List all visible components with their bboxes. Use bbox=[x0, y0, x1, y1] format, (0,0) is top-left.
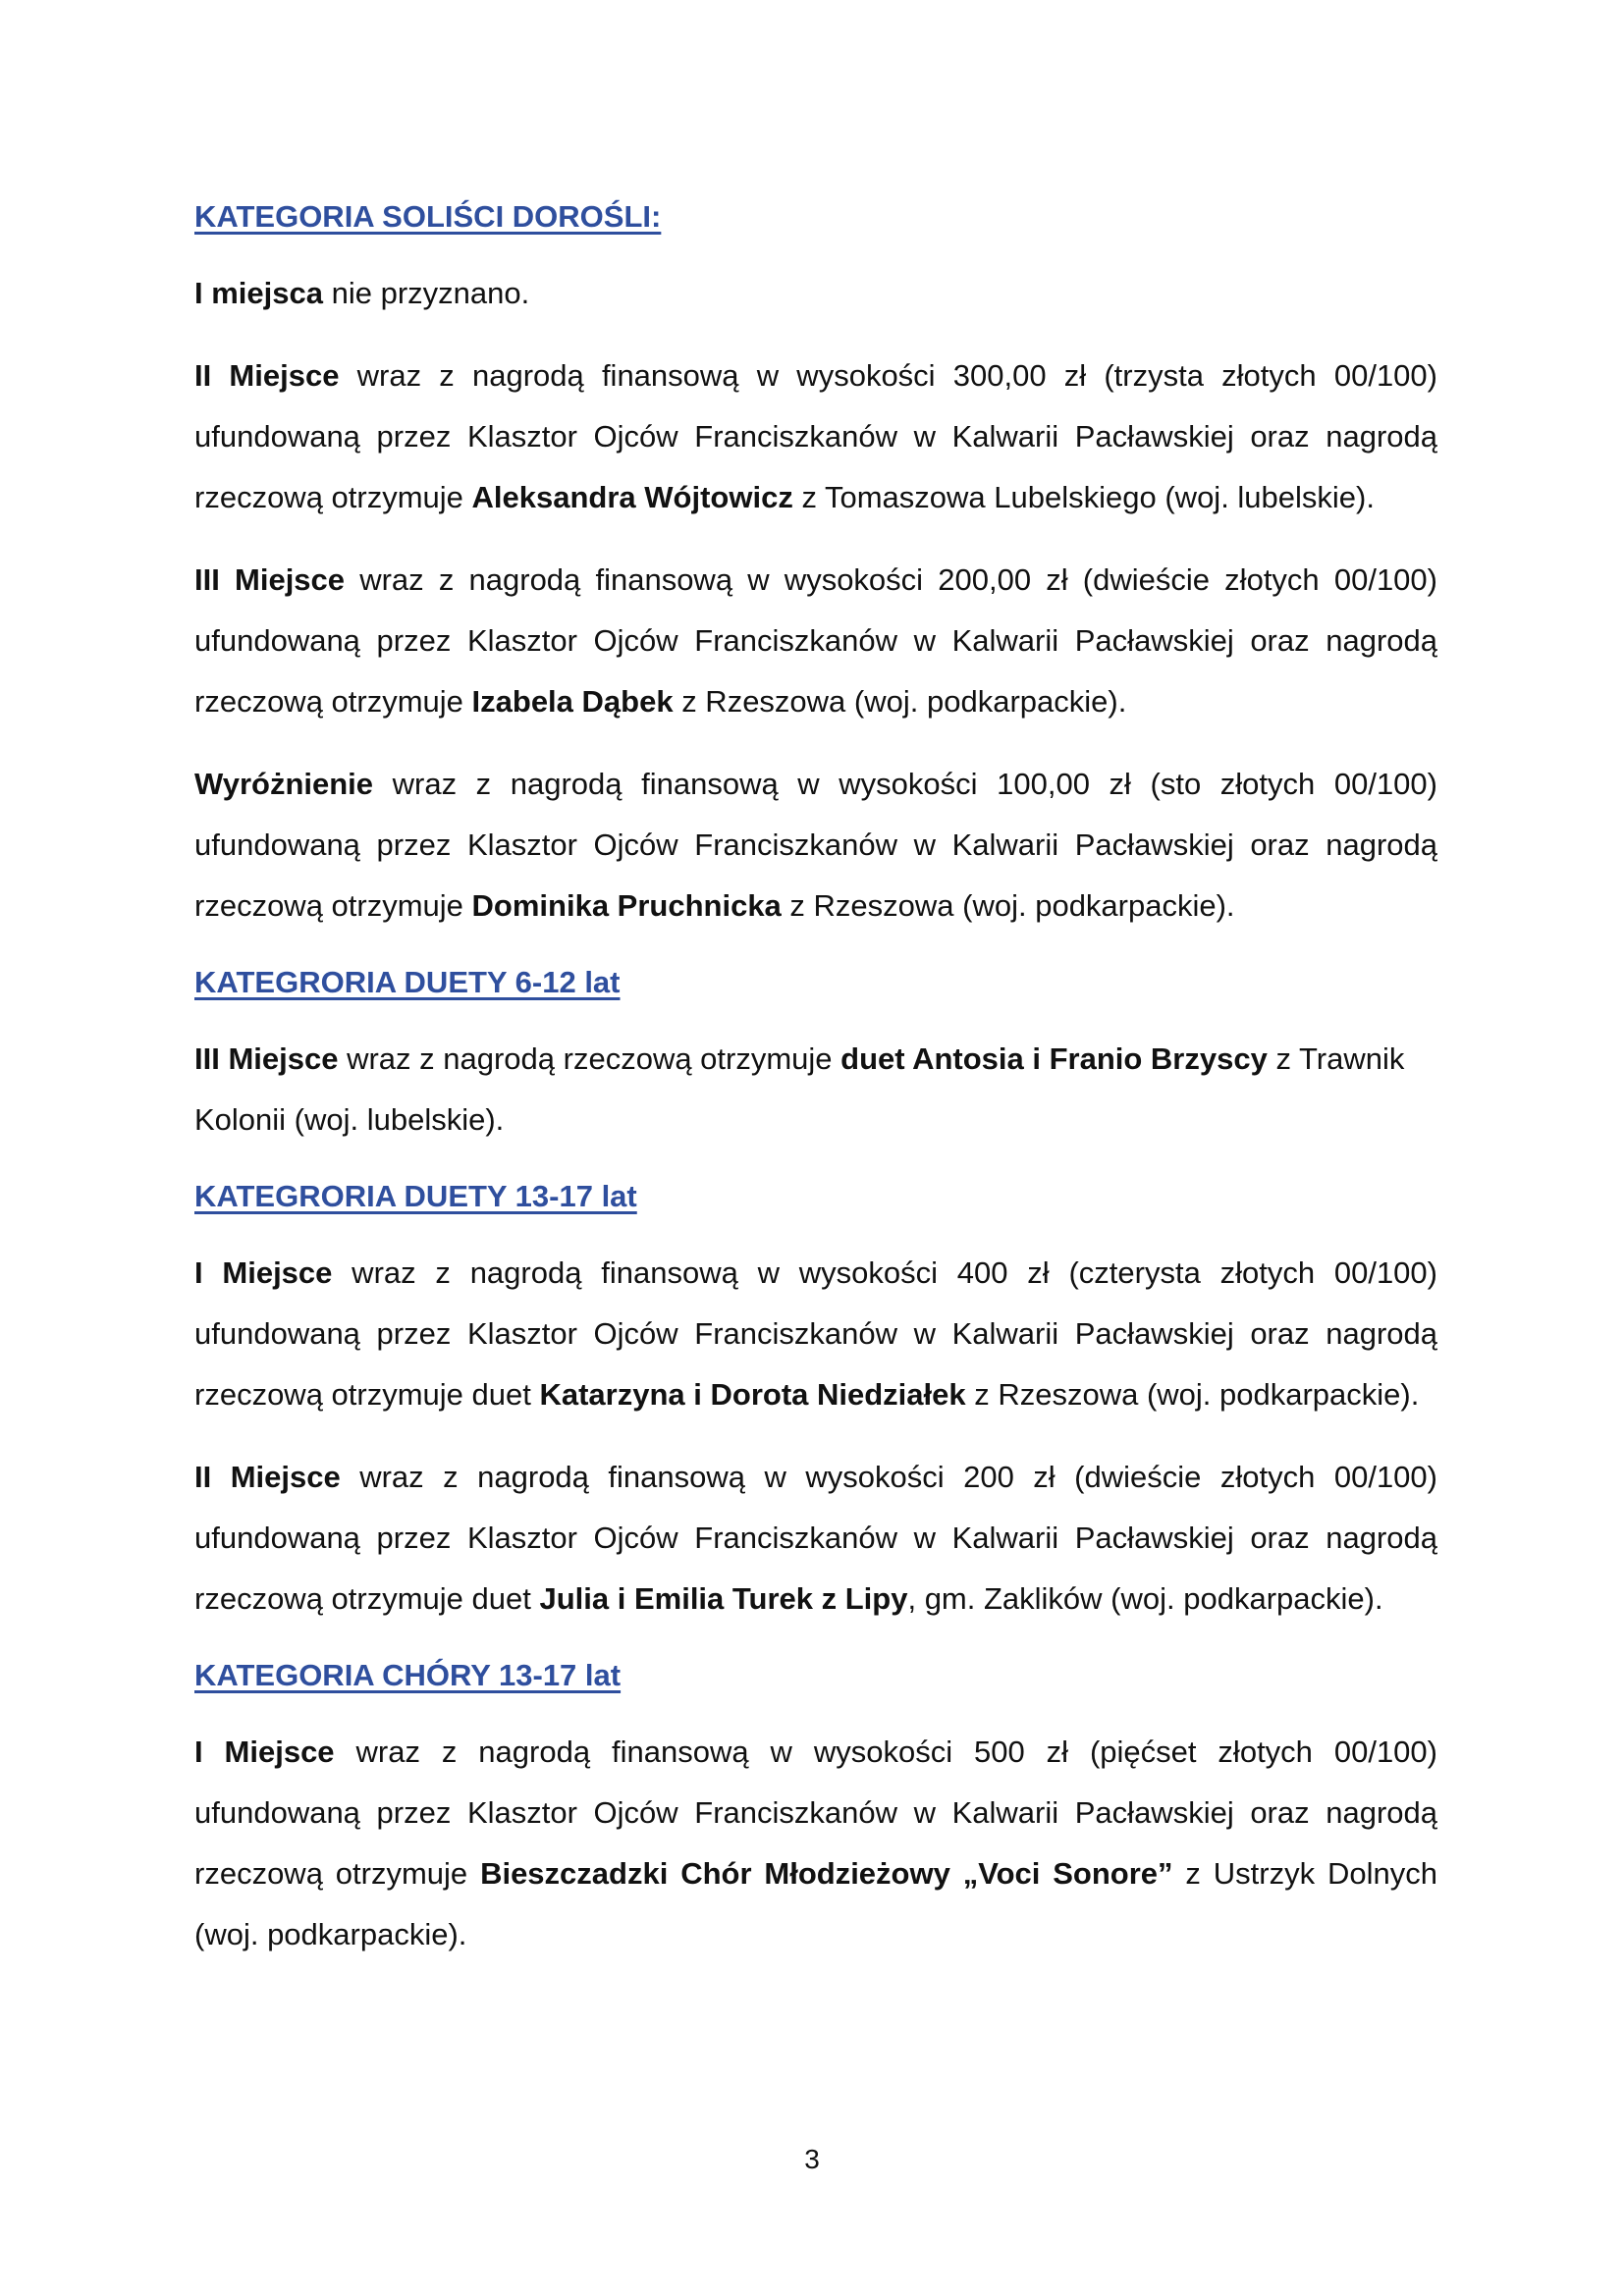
document-body bbox=[194, 192, 1437, 1987]
winner-origin: z Rzeszowa (woj. podkarpackie). bbox=[965, 1377, 1420, 1412]
award-place: III Miejsce bbox=[194, 562, 346, 597]
award-place: Wyróżnienie bbox=[194, 767, 374, 801]
award-text: wraz z nagrodą finansową w wysokości 400 zł (czterysta złotych 00/100) ufundowaną przez Klasztor Ojców Franciszkanów w Kalwarii Pacławskiej oraz nagrodą rzeczową otrzymuje duet bbox=[194, 1255, 1437, 1412]
winner-origin: z Tomaszowa Lubelskiego (woj. lubelskie). bbox=[792, 480, 1375, 514]
award-place: I Miejsce bbox=[194, 1735, 335, 1769]
award-paragraph bbox=[194, 1447, 1437, 1629]
page-number: 3 bbox=[804, 2144, 820, 2174]
section-duets-6-12 bbox=[194, 958, 1437, 1150]
winner-origin: z Trawnik Kolonii (woj. lubelskie). bbox=[194, 1041, 1405, 1137]
section-choirs-13-17 bbox=[194, 1651, 1437, 1965]
award-place: I miejsca bbox=[194, 276, 323, 310]
award-paragraph bbox=[194, 1029, 1437, 1150]
award-text: wraz z nagrodą finansową w wysokości 200 zł (dwieście złotych 00/100) ufundowaną przez Klasztor Ojców Franciszkanów w Kalwarii Pacławskiej oraz nagrodą rzeczową otrzymuje duet bbox=[194, 1460, 1437, 1616]
winner-name: Aleksandra Wójtowicz bbox=[471, 480, 793, 514]
winner-origin: z Rzeszowa (woj. podkarpackie). bbox=[781, 888, 1235, 923]
section-heading: KATEGRORIA DUETY 13-17 lat bbox=[194, 1179, 637, 1213]
section-heading: KATEGRORIA DUETY 6-12 lat bbox=[194, 965, 621, 999]
winner-origin: z Ustrzyk Dolnych (woj. podkarpackie). bbox=[194, 1856, 1437, 1951]
winner-origin: z Rzeszowa (woj. podkarpackie). bbox=[673, 684, 1127, 719]
award-paragraph bbox=[194, 550, 1437, 732]
award-place: II Miejsce bbox=[194, 358, 340, 393]
award-place: II Miejsce bbox=[194, 1460, 341, 1494]
award-paragraph bbox=[194, 754, 1437, 936]
award-text: wraz z nagrodą finansową w wysokości 300,00 zł (trzysta złotych 00/100) ufundowaną przez Klasztor Ojców Franciszkanów w Kalwarii Pacławskiej oraz nagrodą rzeczową otrzymuje bbox=[194, 358, 1437, 514]
winner-name: Dominika Pruchnicka bbox=[471, 888, 782, 923]
section-heading: KATEGORIA SOLIŚCI DOROŚLI: bbox=[194, 199, 662, 234]
award-text: wraz z nagrodą rzeczową otrzymuje bbox=[338, 1041, 841, 1076]
winner-name: Julia i Emilia Turek z Lipy bbox=[539, 1581, 908, 1616]
award-text: wraz z nagrodą finansową w wysokości 100,00 zł (sto złotych 00/100) ufundowaną przez Klasztor Ojców Franciszkanów w Kalwarii Pacławskiej oraz nagrodą rzeczową otrzymuje bbox=[194, 767, 1437, 923]
section-soloists-adults bbox=[194, 192, 1437, 936]
section-heading: KATEGORIA CHÓRY 13-17 lat bbox=[194, 1658, 622, 1692]
award-text: wraz z nagrodą finansową w wysokości 500 zł (pięćset złotych 00/100) ufundowaną przez Klasztor Ojców Franciszkanów w Kalwarii Pacławskiej oraz nagrodą rzeczową otrzymuje bbox=[194, 1735, 1437, 1891]
winner-name: Katarzyna i Dorota Niedziałek bbox=[539, 1377, 966, 1412]
winner-origin: , gm. Zaklików (woj. podkarpackie). bbox=[907, 1581, 1383, 1616]
section-duets-13-17 bbox=[194, 1172, 1437, 1629]
award-text: wraz z nagrodą finansową w wysokości 200,00 zł (dwieście złotych 00/100) ufundowaną przez Klasztor Ojców Franciszkanów w Kalwarii Pacławskiej oraz nagrodą rzeczową otrzymuje bbox=[194, 562, 1437, 719]
award-place: I Miejsce bbox=[194, 1255, 333, 1290]
award-paragraph bbox=[194, 346, 1437, 528]
winner-name: Bieszczadzki Chór Młodzieżowy „Voci Sonore” bbox=[480, 1856, 1173, 1891]
award-place: III Miejsce bbox=[194, 1041, 339, 1076]
award-text: nie przyznano. bbox=[322, 276, 530, 310]
award-paragraph bbox=[194, 263, 1437, 324]
winner-name: Izabela Dąbek bbox=[471, 684, 674, 719]
winner-name: duet Antosia i Franio Brzyscy bbox=[840, 1041, 1268, 1076]
award-paragraph bbox=[194, 1722, 1437, 1965]
award-paragraph bbox=[194, 1243, 1437, 1425]
